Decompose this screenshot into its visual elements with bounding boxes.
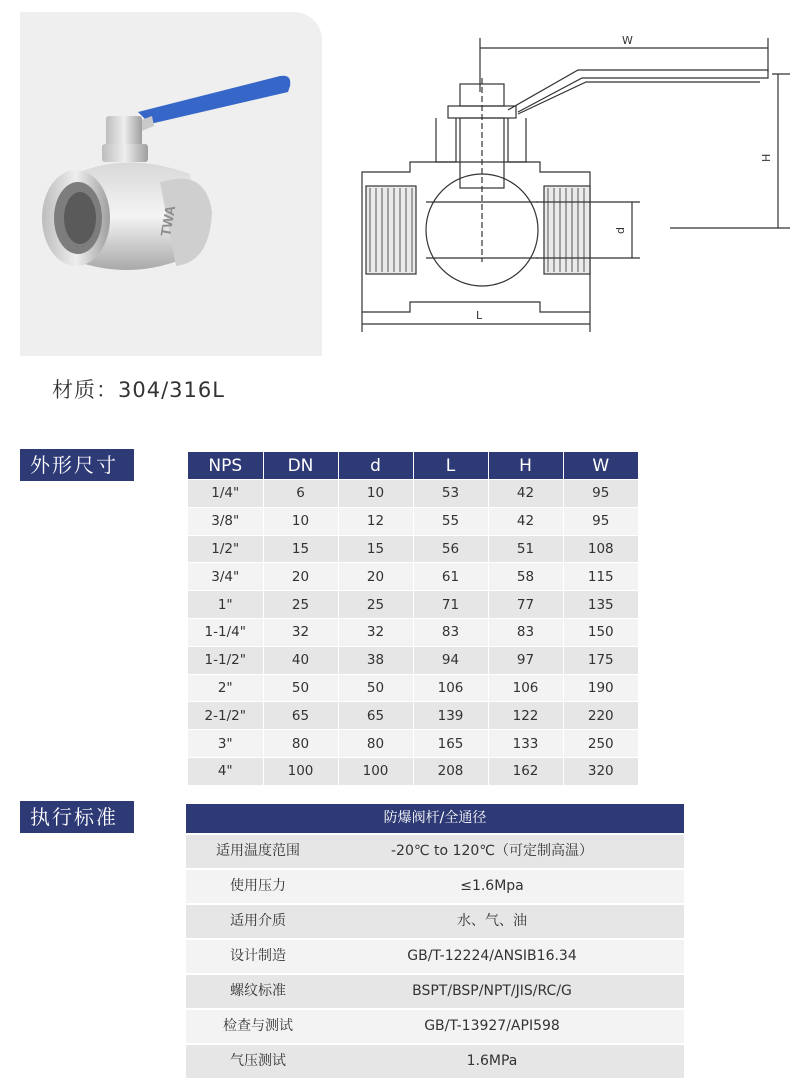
col-header-d: d xyxy=(338,452,413,480)
table-row xyxy=(188,674,638,702)
standard-label: 适用介质 xyxy=(230,913,286,929)
table-cell: 65 xyxy=(338,702,413,730)
table-cell: 108 xyxy=(563,535,638,563)
table-cell: 12 xyxy=(338,507,413,535)
standard-label: 螺纹标准 xyxy=(230,983,286,999)
table-cell: 122 xyxy=(488,702,563,730)
standard-row xyxy=(186,1008,684,1043)
standard-label: 设计制造 xyxy=(230,948,286,964)
standard-row xyxy=(186,833,684,868)
table-cell: 115 xyxy=(563,563,638,591)
table-cell: 175 xyxy=(563,646,638,674)
table-cell: 32 xyxy=(263,618,338,646)
table-cell: 135 xyxy=(563,591,638,619)
table-cell: 95 xyxy=(563,480,638,508)
table-cell: 1-1/2" xyxy=(188,646,263,674)
standard-label: 适用温度范围 xyxy=(216,843,300,859)
table-cell: 15 xyxy=(263,535,338,563)
table-cell: 53 xyxy=(413,480,488,508)
table-cell: 100 xyxy=(263,757,338,784)
table-cell: 80 xyxy=(263,730,338,758)
dimensions-header-row xyxy=(188,452,638,480)
table-cell: 40 xyxy=(263,646,338,674)
table-cell: 77 xyxy=(488,591,563,619)
table-cell: 83 xyxy=(488,618,563,646)
table-cell: 83 xyxy=(413,618,488,646)
table-cell: 50 xyxy=(263,674,338,702)
standard-value: -20℃ to 120℃（可定制高温） xyxy=(391,843,593,859)
col-header-w: W xyxy=(563,452,638,480)
table-cell: 95 xyxy=(563,507,638,535)
standard-value: 水、气、油 xyxy=(457,913,527,929)
table-cell: 106 xyxy=(488,674,563,702)
table-cell: 4" xyxy=(188,757,263,784)
standard-row xyxy=(186,868,684,903)
table-cell: 1-1/4" xyxy=(188,618,263,646)
table-cell: 38 xyxy=(338,646,413,674)
table-cell: 50 xyxy=(338,674,413,702)
table-cell: 1/2" xyxy=(188,535,263,563)
h-label: H xyxy=(760,153,773,162)
col-header-l: L xyxy=(413,452,488,480)
table-row xyxy=(188,591,638,619)
dimensions-table xyxy=(188,452,638,785)
table-cell: 15 xyxy=(338,535,413,563)
table-cell: 97 xyxy=(488,646,563,674)
table-cell: 2-1/2" xyxy=(188,702,263,730)
table-cell: 250 xyxy=(563,730,638,758)
standard-row xyxy=(186,938,684,973)
standard-row xyxy=(186,973,684,1008)
table-cell: 3/4" xyxy=(188,563,263,591)
material-label: 材质：304/316L xyxy=(52,378,225,402)
standard-value: 1.6MPa xyxy=(466,1053,518,1069)
table-cell: 162 xyxy=(488,757,563,784)
table-cell: 25 xyxy=(263,591,338,619)
table-row xyxy=(188,757,638,784)
table-cell: 150 xyxy=(563,618,638,646)
table-cell: 10 xyxy=(338,480,413,508)
table-cell: 56 xyxy=(413,535,488,563)
table-cell: 51 xyxy=(488,535,563,563)
standard-value: BSPT/BSP/NPT/JIS/RC/G xyxy=(412,983,572,999)
standard-value: GB/T-13927/API598 xyxy=(424,1018,560,1034)
table-cell: 42 xyxy=(488,507,563,535)
standard-label: 气压测试 xyxy=(230,1053,286,1069)
dimensions-section-title: 外形尺寸 xyxy=(20,449,134,481)
table-cell: 42 xyxy=(488,480,563,508)
standards-section-title: 执行标准 xyxy=(20,801,134,833)
standard-label: 使用压力 xyxy=(230,878,286,894)
table-cell: 94 xyxy=(413,646,488,674)
table-row xyxy=(188,563,638,591)
col-header-dn: DN xyxy=(263,452,338,480)
col-header-h: H xyxy=(488,452,563,480)
table-cell: 10 xyxy=(263,507,338,535)
table-cell: 139 xyxy=(413,702,488,730)
table-cell: 3" xyxy=(188,730,263,758)
standards-table xyxy=(186,804,684,1078)
standard-value: GB/T-12224/ANSIB16.34 xyxy=(407,948,577,964)
standard-row xyxy=(186,1043,684,1078)
table-cell: 190 xyxy=(563,674,638,702)
col-header-nps: NPS xyxy=(188,452,263,480)
table-cell: 320 xyxy=(563,757,638,784)
svg-text:TWA: TWA xyxy=(157,204,179,238)
technical-drawing xyxy=(340,22,790,342)
product-photo xyxy=(20,12,322,356)
ball-valve-photo xyxy=(20,12,322,356)
standard-value: ≤1.6Mpa xyxy=(460,878,524,894)
table-row xyxy=(188,702,638,730)
table-cell: 58 xyxy=(488,563,563,591)
table-row xyxy=(188,646,638,674)
table-cell: 61 xyxy=(413,563,488,591)
standards-header: 防爆阀杆/全通径 xyxy=(186,804,684,833)
table-cell: 106 xyxy=(413,674,488,702)
table-cell: 133 xyxy=(488,730,563,758)
table-row xyxy=(188,535,638,563)
table-cell: 6 xyxy=(263,480,338,508)
table-cell: 1" xyxy=(188,591,263,619)
table-cell: 20 xyxy=(263,563,338,591)
table-cell: 165 xyxy=(413,730,488,758)
standard-label: 检查与测试 xyxy=(223,1018,293,1034)
l-label: L xyxy=(476,309,483,322)
table-cell: 80 xyxy=(338,730,413,758)
table-cell: 25 xyxy=(338,591,413,619)
table-cell: 2" xyxy=(188,674,263,702)
d-label: d xyxy=(614,227,627,234)
table-cell: 220 xyxy=(563,702,638,730)
table-row xyxy=(188,618,638,646)
standard-row xyxy=(186,903,684,938)
table-cell: 65 xyxy=(263,702,338,730)
table-row xyxy=(188,507,638,535)
table-cell: 100 xyxy=(338,757,413,784)
table-row xyxy=(188,730,638,758)
table-cell: 208 xyxy=(413,757,488,784)
table-cell: 71 xyxy=(413,591,488,619)
table-row xyxy=(188,480,638,508)
table-cell: 3/8" xyxy=(188,507,263,535)
table-cell: 32 xyxy=(338,618,413,646)
table-cell: 20 xyxy=(338,563,413,591)
table-cell: 55 xyxy=(413,507,488,535)
table-cell: 1/4" xyxy=(188,480,263,508)
w-label: W xyxy=(622,34,633,47)
